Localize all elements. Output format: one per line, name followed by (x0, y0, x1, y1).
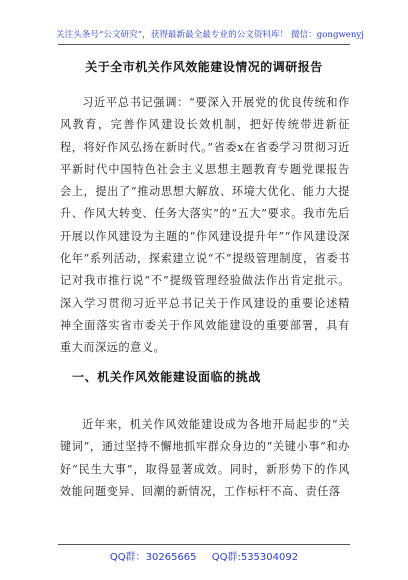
document-title: 关于全市机关作风效能建设情况的调研报告 (85, 60, 323, 74)
section-body (60, 414, 350, 503)
intro-paragraph: 习近平总书记强调：“要深入开展党的优良传统和作风教育，完善作风建设长效机制，把好传统带进新征程，将好作风弘扬在新时代。”省委x在省委学习贯彻习近平新时代中国特色社会主义思想主题教育专题党课报告会上，提出了“推动思想大解放、环境大优化、能力大提升、作风大转变、任务大落实”的“五大”要求。我市先后开展以作风建设为主题的“作风建设提升年”“作风建设深化年”系列活动，探索建立说“不”提级管理制度，省委书记对我市推行说“不”提级管理经验做法作出肯定批示。深入学习贯彻习近平总书记关于作风建设的重要论述精神全面落实省市委关于作风效能建设的重要部署，具有重大而深远的意义。 (60, 96, 350, 355)
header-divider (58, 44, 350, 45)
section-paragraph: 近年来，机关作风效能建设成为各地开局起步的“关键词”，通过坚持不懈地抓牢群众身边的“关键小事”和办好“民生大事”，取得显著成效。同时，新形势下的作风效能问题变异、回潮的新情况，工作标杆不高、责任落 (60, 418, 350, 498)
footer-divider (58, 544, 350, 545)
page-footer (0, 548, 408, 563)
footer-qq-group-2: QQ群:535304092 (211, 552, 299, 563)
intro-section (60, 92, 350, 360)
page-header-note: 关注头条号“公文研究”，获得最新最全最专业的公文资料库！ 微信：gongwenyj (56, 30, 364, 40)
footer-qq-group-1: QQ群：30265665 (109, 552, 197, 563)
section-heading: 一、机关作风效能建设面临的挑战 (72, 370, 262, 384)
